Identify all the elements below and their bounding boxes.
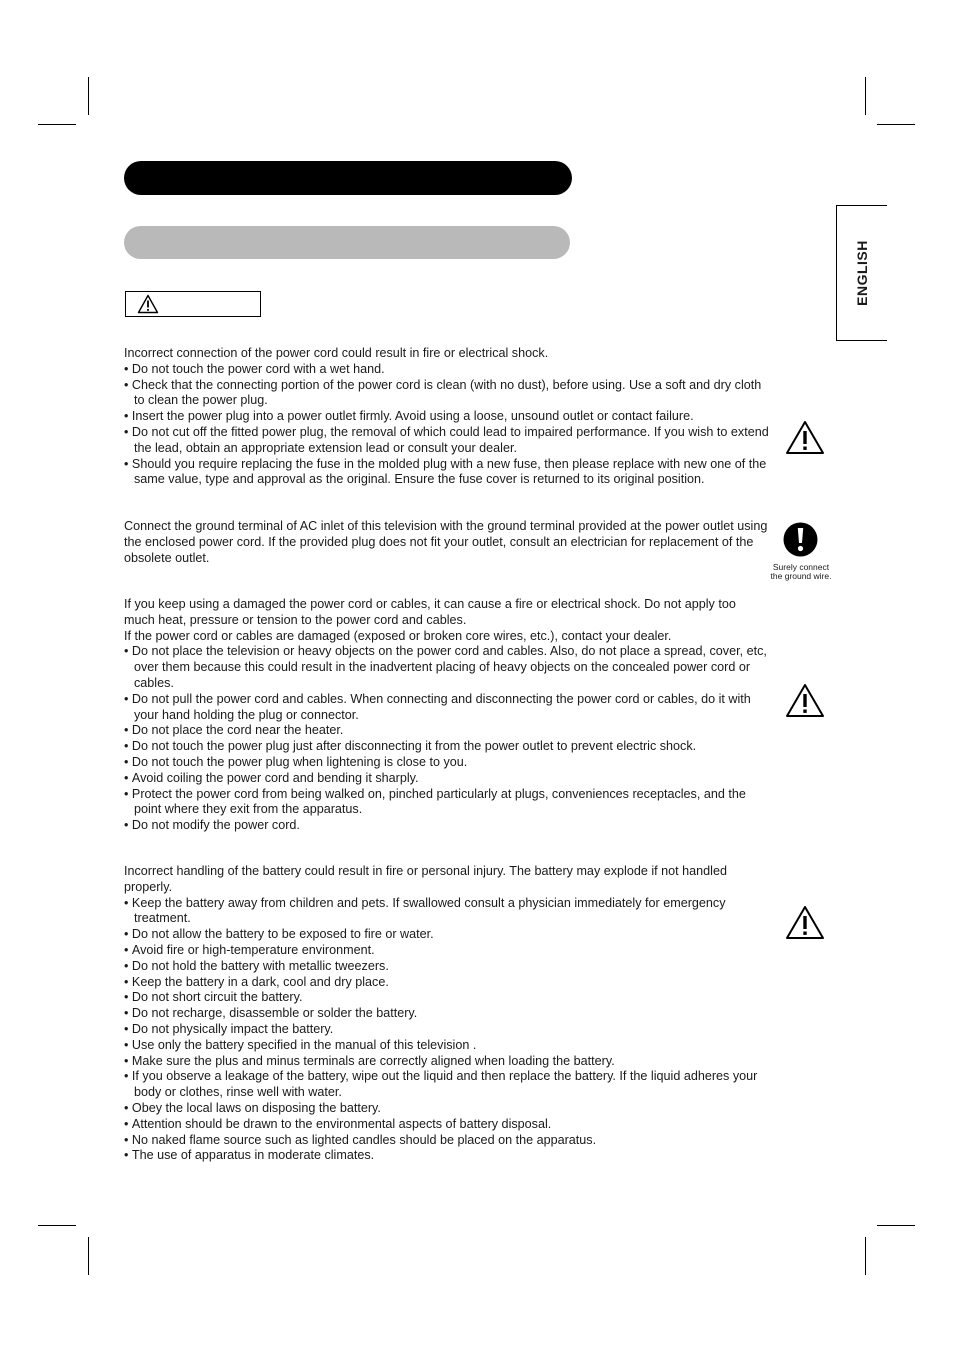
list-item: • Should you require replacing the fuse in the molded plug with a new fuse, then please replace with new one of the same value, type and approval as the original. Ensure the fuse cover is returned to its original position.: [124, 457, 770, 489]
warning-triangle-icon: [785, 420, 825, 455]
crop-mark-bottom-left-v: [88, 1237, 89, 1275]
list-item: • Obey the local laws on disposing the battery.: [124, 1101, 770, 1117]
list-item: • Do not cut off the fitted power plug, the removal of which could lead to impaired performance. If you wish to extend the lead, obtain an appropriate extension lead or consult your dealer.: [124, 425, 770, 457]
bullet-list: [124, 644, 770, 834]
crop-mark-top-left-h: [38, 124, 76, 125]
crop-mark-top-right-v: [865, 77, 866, 115]
list-item: • Do not hold the battery with metallic tweezers.: [124, 959, 770, 975]
section-battery: [124, 864, 770, 1164]
language-tab-label: ENGLISH: [854, 240, 870, 306]
list-item: • Do not touch the power plug when lightening is close to you.: [124, 755, 770, 771]
section-intro: If you keep using a damaged the power cord or cables, it can cause a fire or electrical shock. Do not apply too much heat, pressure or tension to the power cord and cables.: [124, 597, 736, 627]
list-item: • Do not recharge, disassemble or solder the battery.: [124, 1006, 770, 1022]
warning-triangle-icon: [785, 683, 825, 718]
main-title-bar: [124, 161, 572, 195]
list-item: • Avoid coiling the power cord and bending it sharply.: [124, 771, 770, 787]
ground-wire-caption: [762, 563, 840, 581]
section-intro: If the power cord or cables are damaged (exposed or broken core wires, etc.), contact your dealer.: [124, 628, 672, 643]
section-intro: Incorrect handling of the battery could result in fire or personal injury. The battery may explode if not handled properly.: [124, 864, 727, 894]
warning-triangle-icon: [785, 905, 825, 940]
list-item: • Avoid fire or high-temperature environment.: [124, 943, 770, 959]
section-ground-connection: [124, 519, 770, 566]
crop-mark-bottom-left-h: [38, 1225, 76, 1226]
list-item: • Check that the connecting portion of the power cord is clean (with no dust), before using. Use a soft and dry cloth to clean the power plug.: [124, 378, 770, 410]
list-item: • The use of apparatus in moderate climates.: [124, 1148, 770, 1164]
list-item: • Do not allow the battery to be exposed to fire or water.: [124, 927, 770, 943]
crop-mark-top-left-v: [88, 77, 89, 115]
list-item: • Attention should be drawn to the environmental aspects of battery disposal.: [124, 1117, 770, 1133]
mandatory-exclamation-icon: [783, 522, 818, 557]
ground-caption-line1: Surely connect: [772, 562, 830, 572]
bullet-list: [124, 896, 770, 1165]
bullet-list: [124, 362, 770, 488]
list-item: • No naked flame source such as lighted candles should be placed on the apparatus.: [124, 1133, 770, 1149]
section-intro: Connect the ground terminal of AC inlet of this television with the ground terminal provided at the power outlet using the enclosed power cord. If the provided plug does not fit your outlet, consult an electrician for replacement of the obsolete outlet.: [124, 519, 768, 565]
list-item: • Do not place the television or heavy objects on the power cord and cables. Also, do not place a spread, cover, etc, over them because this could result in the inadvertent placing of heavy objects on the concealed power cord or cables.: [124, 644, 770, 691]
crop-mark-bottom-right-h: [877, 1225, 915, 1226]
list-item: • Do not touch the power cord with a wet hand.: [124, 362, 770, 378]
list-item: • Insert the power plug into a power outlet firmly. Avoid using a loose, unsound outlet or contact failure.: [124, 409, 770, 425]
list-item: • Keep the battery away from children and pets. If swallowed consult a physician immediately for emergency treatment.: [124, 896, 770, 928]
list-item: • Protect the power cord from being walked on, pinched particularly at plugs, conveniences receptacles, and the point where they exit from the apparatus.: [124, 787, 770, 819]
subtitle-bar: [124, 226, 570, 259]
list-item: • Do not short circuit the battery.: [124, 990, 770, 1006]
list-item: • Make sure the plus and minus terminals are correctly aligned when loading the battery.: [124, 1054, 770, 1070]
crop-mark-bottom-right-v: [865, 1237, 866, 1275]
section-intro: Incorrect connection of the power cord could result in fire or electrical shock.: [124, 346, 549, 360]
list-item: • If you observe a leakage of the battery, wipe out the liquid and then replace the battery. If the liquid adheres your body or clothes, rinse well with water.: [124, 1069, 770, 1101]
section-power-connection: [124, 346, 770, 488]
language-tab: [836, 205, 887, 341]
list-item: • Do not pull the power cord and cables. When connecting and disconnecting the power cord or cables, do it with your hand holding the plug or connector.: [124, 692, 770, 724]
list-item: • Keep the battery in a dark, cool and dry place.: [124, 975, 770, 991]
crop-mark-top-right-h: [877, 124, 915, 125]
list-item: • Use only the battery specified in the manual of this television .: [124, 1038, 770, 1054]
list-item: • Do not modify the power cord.: [124, 818, 770, 834]
section-power-cord-damage: [124, 597, 770, 834]
list-item: • Do not place the cord near the heater.: [124, 723, 770, 739]
ground-caption-line2: the ground wire.: [770, 571, 832, 581]
list-item: • Do not touch the power plug just after disconnecting it from the power outlet to prevent electric shock.: [124, 739, 770, 755]
list-item: • Do not physically impact the battery.: [124, 1022, 770, 1038]
warning-triangle-icon: [137, 294, 159, 314]
warning-label-box: [125, 291, 261, 317]
